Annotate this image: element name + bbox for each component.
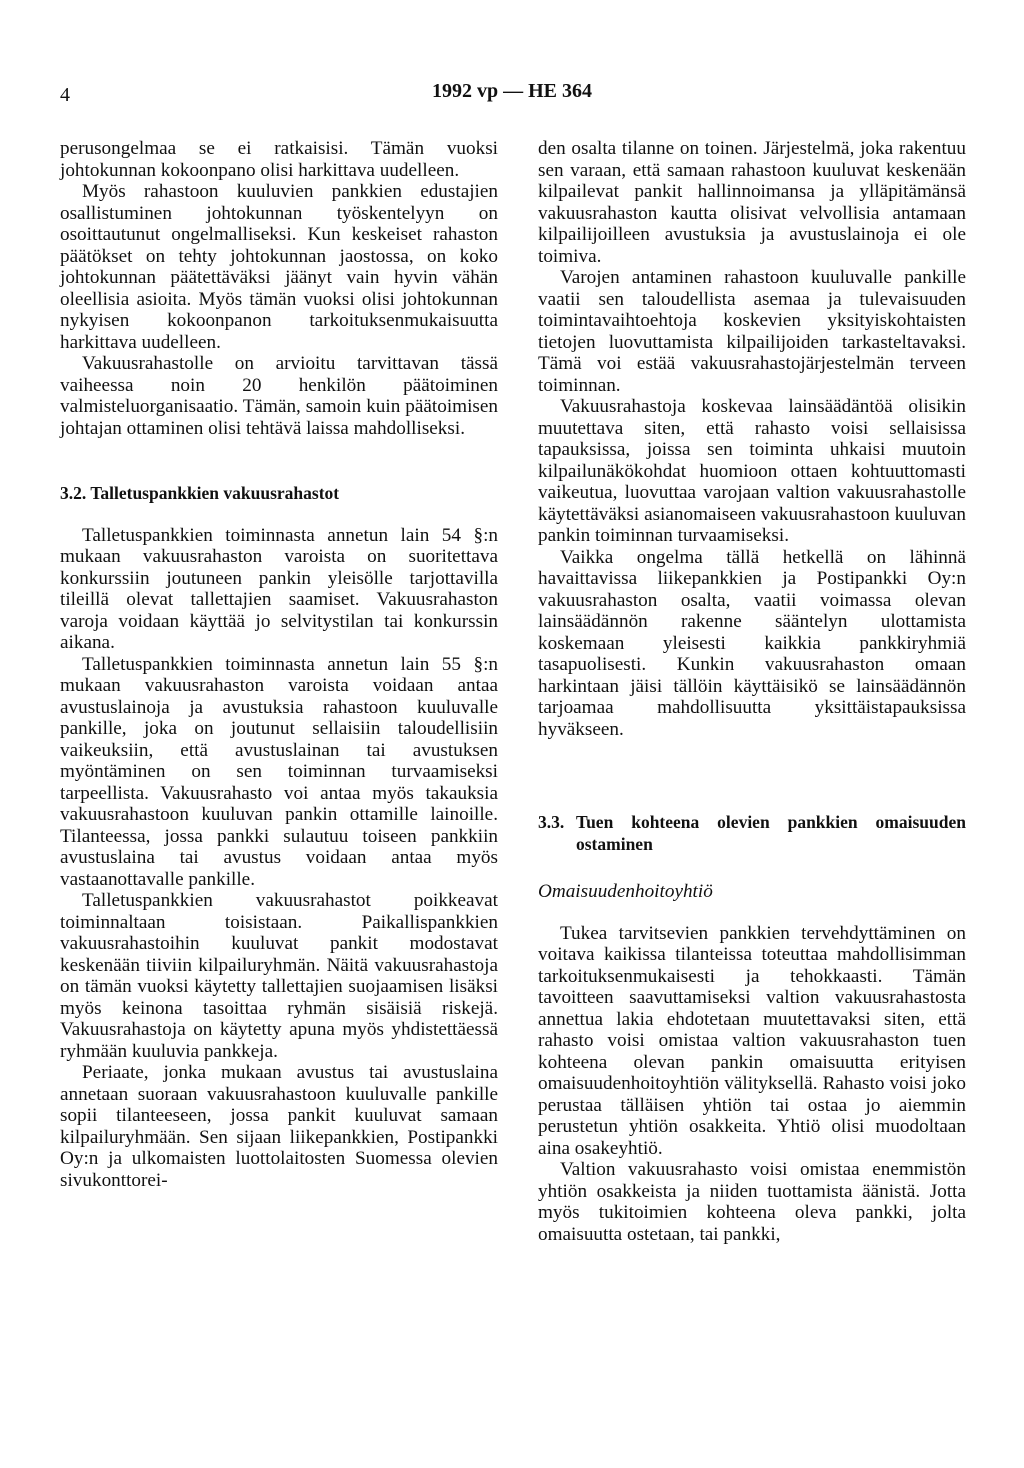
running-head: 1992 vp — HE 364 <box>431 80 593 102</box>
section-heading-3-2 <box>60 483 498 505</box>
paragraph: Talletuspankkien vakuusrahastot poikkeavat toiminnaltaan toisistaan. Paikallispankkien vakuusrahastoihin kuuluvat pankit modostavat keskenään tiiviin kilpailuryhmän. Näitä vakuusrahastoja on tämän vuoksi käytetty tallettajien suojaamisen lisäksi myös keinona tasoittaa ryhmän sisäisiä riskejä. Vakuusrahastoja on käytetty apuna myös yhdistettäessä ryhmään kuuluvia pankkeja. <box>60 890 498 1062</box>
subheading: Omaisuudenhoitoyhtiö <box>538 881 713 902</box>
paragraph: Varojen antaminen rahastoon kuuluvalle pankille vaatii sen taloudellista asemaa ja tulevaisuuden toimintavaihtoehtoja koskevien yksityiskohtaisten tietojen luovuttamista kilpailijoiden tarkasteltavaksi. Tämä voi estää vakuusrahastojärjestelmän terveen toiminnan. <box>538 267 966 396</box>
section-title: Tuen kohteena olevien pankkien omaisuuden ostaminen <box>576 812 966 854</box>
paragraph: Talletuspankkien toiminnasta annetun lain 55 §:n mukaan vakuusrahaston varoista voidaan antaa avustuslainoja ja avustuksia rahastoon kuuluvalle pankille, joka on joutunut sellaisiin taloudellisiin vaikeuksiin, että avustuslainan tai avustuksen myöntäminen on sen toiminnan turvaamiseksi tarpeellista. Vakuusrahasto voi antaa myös takauksia vakuusrahastoon kuuluvan pankin ottamille lainoille. Tilanteessa, jossa pankki sulautuu toiseen pankkiin avustuslaina tai avustus voidaan antaa myös vastaanottavalle pankille. <box>60 653 498 890</box>
left-column <box>60 138 498 1191</box>
paragraph: Periaate, jonka mukaan avustus tai avustuslaina annetaan suoraan vakuusrahastoon kuuluvalle pankille sopii tilanteeseen, jossa pankit kuuluvat samaan kilpailuryhmään. Sen sijaan liikepankkien, Postipankki Oy:n ja ulkomaisten luottolaitosten Suomessa olevien sivukonttorei- <box>60 1062 498 1191</box>
section-number: 3.3. <box>538 812 565 832</box>
section-heading-3-3 <box>538 812 966 855</box>
section-number: 3.2. <box>60 483 87 503</box>
page-number: 4 <box>60 84 70 106</box>
paragraph: Valtion vakuusrahasto voisi omistaa enemmistön yhtiön osakkeista ja niiden tuottamista äänistä. Jotta myös tukitoimien kohteena oleva pankki, jolta omaisuutta ostetaan, tai pankki, <box>538 1159 966 1245</box>
paragraph: Talletuspankkien toiminnasta annetun lain 54 §:n mukaan vakuusrahaston varoista on suoritettava konkurssiin joutuneen pankin yleisölle tarjottavilla tileillä olevat tallettajien saamiset. Vakuusrahaston varoja voidaan käyttää jo selvitystilan tai konkurssin aikana. <box>60 524 498 653</box>
section-title: Talletuspankkien vakuusrahastot <box>90 483 340 503</box>
paragraph: Vaikka ongelma tällä hetkellä on lähinnä havaittavissa liikepankkien ja Postipankki Oy:n vakuusrahaston osalta, vaatii voimassa olevan lainsäädännön rakenne sääntelyn ulottamista koskemaan yleisesti kaikkia pankkiryhmiä tasapuolisesti. Kunkin vakuusrahaston omaan harkintaan jäisi tällöin käyttäisikö se lainsäädännön tarjoamaa mahdollisuutta yksittäistapauksissa hyväkseen. <box>538 546 966 740</box>
paragraph: perusongelmaa se ei ratkaisisi. Tämän vuoksi johtokunnan kokoonpano olisi harkittava uudelleen. <box>60 138 498 181</box>
paragraph: Tukea tarvitsevien pankkien tervehdyttäminen on voitava kaikissa tilanteissa toteuttaa mahdollisimman tarkoituksenmukaisesti ja tehokkaasti. Tämän tavoitteen saavuttamiseksi valtion vakuusrahastosta annettua lakia ehdotetaan muutettavaksi siten, että rahasto voisi omistaa valtion vakuusrahaston tuen kohteena olevan pankin omaisuutta erityisen omaisuudenhoitoyhtiön välityksellä. Rahasto voisi joko perustaa tälläisen yhtiön tai ostaa jo aiemmin perustetun yhtiön osakkeita. Yhtiö olisi muodoltaan aina osakeyhtiö. <box>538 922 966 1159</box>
paragraph: Vakuusrahastolle on arvioitu tarvittavan tässä vaiheessa noin 20 henkilön päätoiminen valmisteluorganisaatio. Tämän, samoin kuin päätoimisen johtajan ottaminen olisi tehtävä laissa mahdolliseksi. <box>60 353 498 439</box>
paragraph: den osalta tilanne on toinen. Järjestelmä, joka rakentuu sen varaan, että samaan rahastoon kuuluvat keskenään kilpailevat pankit hallinnoimansa ja ylläpitämänsä vakuusrahaston kautta olisivat velvollisia antamaan kilpailijoilleen avustuksia ja avustuslainoja ei ole toimiva. <box>538 138 966 267</box>
right-column <box>538 138 966 1245</box>
paragraph: Vakuusrahastoja koskevaa lainsäädäntöä olisikin muutettava siten, että rahasto voisi sellaisissa tapauksissa, joissa sen toiminta uhkaisi muutoin kilpailunäkökohdat huomioon ottaen kohtuuttomasti vaikeutua, luovuttaa varojaan valtion vakuusrahastolle käytettäväksi asianomaiseen vakuusrahastoon kuuluvan pankin toiminnan turvaamiseksi. <box>538 396 966 546</box>
paragraph: Myös rahastoon kuuluvien pankkien edustajien osallistuminen johtokunnan työskentelyyn on osoittautunut ongelmalliseksi. Kun keskeiset rahaston päätökset on tehty johtokunnan jaostossa, on koko johtokunnan päätettäväksi jäänyt vain hyvin vähän oleellisia asioita. Myös tämän vuoksi olisi johtokunnan nykyisen kokoonpanon tarkoituksenmukaisuutta harkittava uudelleen. <box>60 181 498 353</box>
